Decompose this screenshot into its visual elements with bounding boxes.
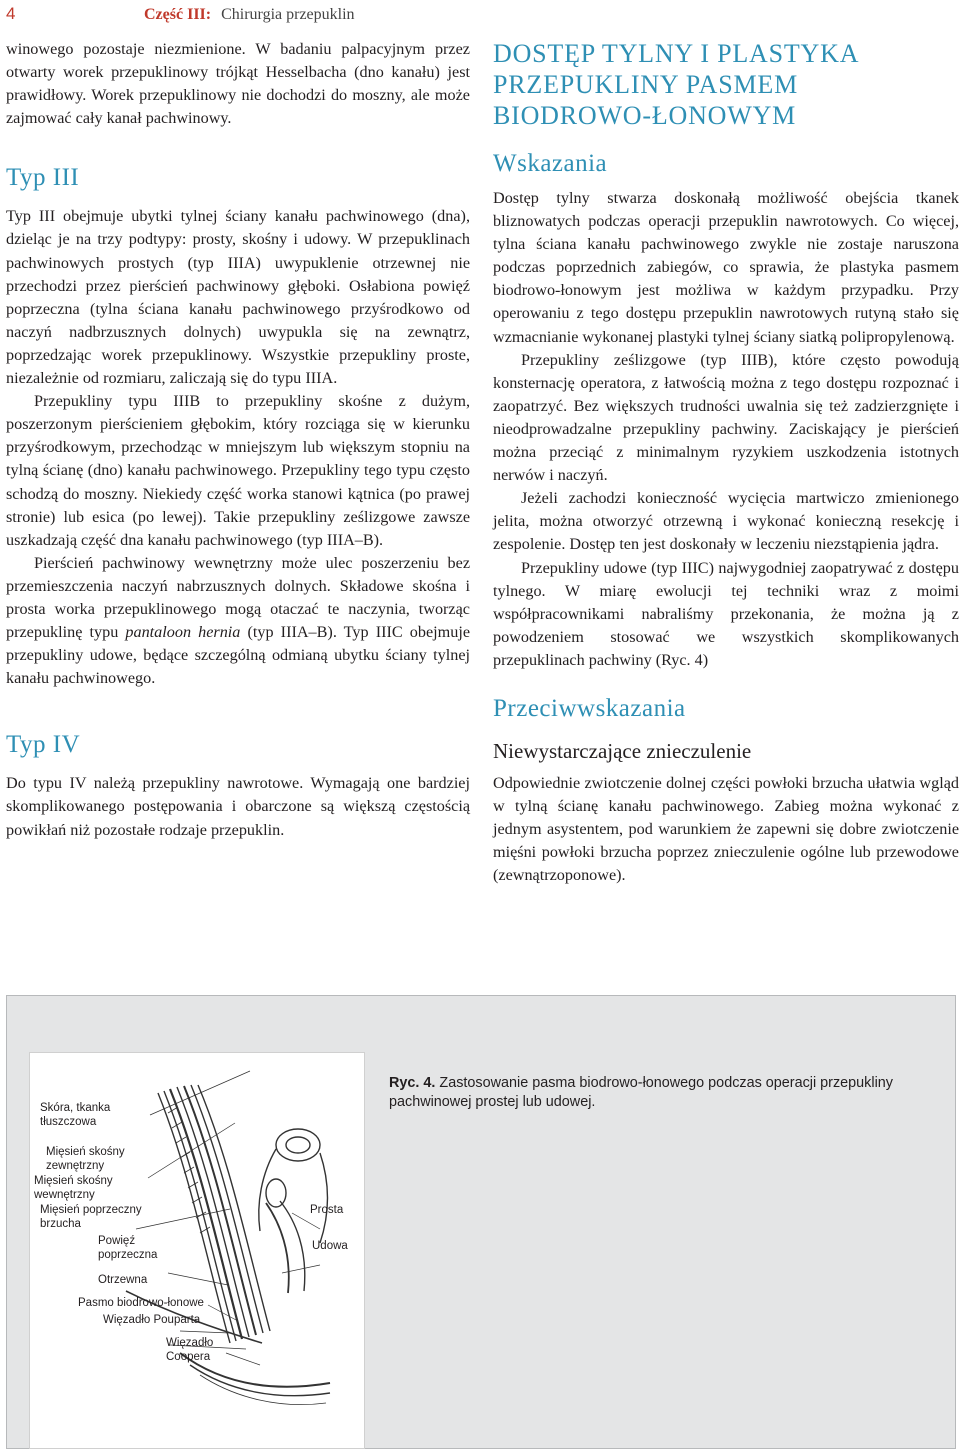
caption-label: Ryc. 4. [389,1075,436,1091]
typ3-paragraph-3 [6,552,470,691]
wskazania-paragraph-3: Jeżeli zachodzi konieczność wycięcia martwiczo zmienionego jelita, można otworzyć otrzewną i wykonać konieczną resekcję i zespolenie. Dostęp ten jest doskonały w leczeniu niezstąpienia jądra. [493,489,959,554]
label-prosta: Prosta [310,1204,344,1216]
heading-przeciwwskazania: Przeciwwskazania [493,694,686,722]
anatomical-illustration [29,1052,365,1449]
typ4-paragraph-1: Do typu IV należą przepukliny nawrotowe. Wymagają one bardziej skomplikowanego postępowania i obarczone są większą częstością powikłań niż pozostałe rodzaje przepuklin. [6,774,470,839]
niewystarczajace-paragraph: Odpowiednie zwiotczenie dolnej części powłoki brzucha ułatwia wgląd w tylną ścianę kanału pachwinowego. Zabieg można wykonać z jednym asystentem, pod warunkiem że zapewni się dobre zwiotczenie mięśni powłoki brzucha poprzez znieczulenie ogólne lub przewodowe (zewnątrzoponowe). [493,773,959,885]
heading-typ-iii: Typ III [6,164,80,192]
wskazania-paragraph-2: Przepukliny ześlizgowe (typ IIIB), które często powodują konsternację operatora, z łatwością można z tego dostępu rozpoznać i zaopatrzyć. Bez większych trudności uwalnia się też zadzierzgnięte i nieodprowadzalne przepukliny pachwiny. Zaciskający je pierścień można przeciąć z minimalnym ryzykiem uszkodzenia istotnych nerwów i naczyń. [493,350,959,485]
figure-box [6,995,956,1449]
label-transversalis-fascia: Powięź poprzeczna [98,1235,158,1261]
typ3-p3-start: Pierścień pachwinowy wewnętrzny może ulec poszerzeniu bez przemieszczenia naczyń nabrzusznych dolnych. Składowe skośna i prosta worka przepuklinowego mogą otaczać te naczynia, tworząc przepuklinę typu [6,553,470,642]
label-skin: Skóra, tkanka tłuszczowa [40,1102,111,1128]
typ3-paragraph-2: Przepukliny typu IIIB to przepukliny skośne z dużym, poszerzonym pierścieniem głębokim, który rozciąga się w kierunku przyśrodkowym, przechodząc w mniejszym lub większym stopniu na tylną ścianę (dno) kanału pachwinowego. Przepukliny tego typu często schodzą do moszny. Niekiedy część worka stanowi kątnica (po prawej stronie) lub esica (po lewej). Takie przepukliny ześlizgowe zawsze uszkadzają część dna kanału pachwinowego (typ IIIA–B). [6,392,470,549]
part-title: Chirurgia przepuklin [221,6,355,23]
label-poupart-ligament: Więzadło Pouparta [103,1314,201,1326]
pantaloon-hernia-term: pantaloon hernia [125,623,241,642]
label-transversus: Mięsień poprzeczny brzucha [40,1204,142,1230]
caption-text: Zastosowanie pasma biodrowo-łonowego podczas operacji przepukliny pachwinowej prostej lub udowej. [389,1075,893,1110]
label-cooper-ligament: Więzadło Coopera [166,1337,214,1363]
figure-caption [389,1074,937,1112]
label-external-oblique: Mięsień skośny zewnętrzny [46,1146,125,1172]
right-column [493,38,959,887]
intro-paragraph: winowego pozostaje niezmienione. W badaniu palpacyjnym przez otwarty worek przepuklinowy trójkąt Hesselbacha (dno kanału) jest prawidłowy. Worek przepuklinowy nie dochodzi do moszny, ale może zajmować cały kanał pachwinowy. [6,40,470,128]
page-number: 4 [6,4,16,23]
heading-typ-iv: Typ IV [6,731,81,759]
heading-wskazania: Wskazania [493,150,608,177]
label-internal-oblique: Mięsień skośny wewnętrzny [34,1175,113,1201]
wskazania-paragraph-4: Przepukliny udowe (typ IIIC) najwygodniej zaopatrywać z dostępu tylnego. W miarę ewolucji tej techniki wraz z moimi współpracownikami nabraliśmy przekonania, że można ją z powodzeniem stosować we wszystkich skomplikowanych przepuklinach pachwiny (Ryc. 4) [493,558,959,669]
label-peritoneum: Otrzewna [98,1274,148,1286]
typ3-paragraph-1: Typ III obejmuje ubytki tylnej ściany kanału pachwinowego (dna), dzieląc je na trzy podtypy: prosty, skośny i udowy. W przepuklinach pachwinowych prostych (typ IIIA) uwypuklenie otrzewnej nie przechodzi przez pierścień pachwinowy głęboki. Osłabiona powięź poprzeczna (tylna ściana kanału pachwinowego przyśrodkowo od naczyń nadbrzusznych dolnych) uwypukla się na zewnątrz, poprzedzając worek przepuklinowy. Wszystkie przepukliny proste, niezależnie od rozmiaru, zaliczają się do typu IIIA. [6,207,470,388]
label-udowa: Udowa [312,1240,348,1252]
section-title: DOSTĘP TYLNY I PLASTYKA PRZEPUKLINY PASMEM BIODROWO-ŁONOWYM [493,39,858,130]
running-header [6,2,355,26]
label-iliopubic-tract: Pasmo biodrowo-łonowe [78,1297,204,1309]
typ3-p3-end: (typ IIIA–B). Typ IIIC obejmuje przepukliny udowe, będące szczególną odmianą ubytku ściany tylnej kanału pachwinowego. [6,623,471,688]
wskazania-paragraph-1: Dostęp tylny stwarza doskonałą możliwość obejścia tkanek bliznowatych podczas operacji przepuklin nawrotowych. Co więcej, tylna ściana kanału pachwinowego zwykle nie zostaje naruszona podczas poprzednich zabiegów, co sprawia, że plastyka pasmem biodrowo-łonowym jest możliwa w każdym przypadku. Przy operowaniu z tego dostępu przepuklin nawrotowych rutyną stało się wzmacnianie wykonanej plastyki tylnej ściany siatką polipropylenową. [493,189,959,346]
part-label: Część III: [144,6,212,23]
heading-niewystarczajace-znieczulenie: Niewystarczające znieczulenie [493,738,752,763]
left-column [6,38,470,842]
